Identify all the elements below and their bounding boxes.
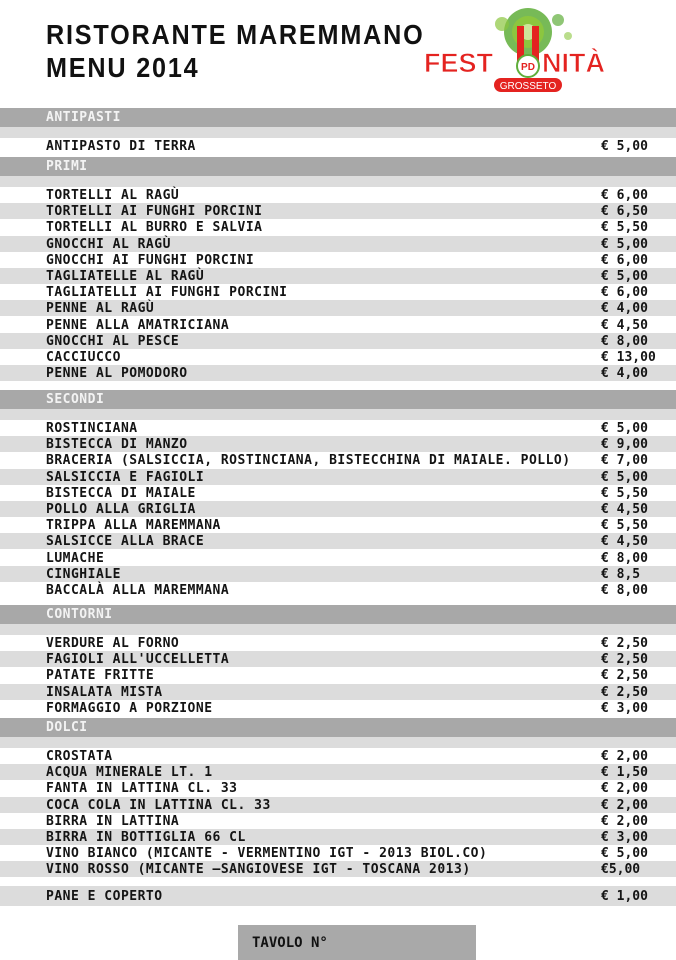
menu-item-price: € 4,50 xyxy=(601,501,648,517)
menu-item xyxy=(0,236,676,252)
section-title: ANTIPASTI xyxy=(46,110,121,125)
menu-item xyxy=(0,452,676,468)
menu-item-price: € 2,50 xyxy=(601,667,648,683)
section-spacer xyxy=(0,737,676,748)
menu-item-name: GNOCCHI AI FUNGHI PORCINI xyxy=(46,252,255,268)
menu-item xyxy=(0,764,676,780)
menu-item xyxy=(0,829,676,845)
menu-item-price: € 5,50 xyxy=(601,517,648,533)
menu-item xyxy=(0,748,676,764)
menu-item-price: € 3,00 xyxy=(601,700,648,716)
menu-item-price: € 2,00 xyxy=(601,780,648,796)
section-spacer xyxy=(0,127,676,138)
menu-item xyxy=(0,533,676,549)
menu-item-price: € 4,00 xyxy=(601,300,648,316)
menu-item xyxy=(0,501,676,517)
menu-item xyxy=(0,219,676,235)
menu-item-name: CINGHIALE xyxy=(46,566,121,582)
menu-item-price: € 5,00 xyxy=(601,138,648,154)
logo-text-left: FEST xyxy=(424,48,494,78)
menu-item-price: € 9,00 xyxy=(601,436,648,452)
section-title: CONTORNI xyxy=(46,607,113,622)
table-number-box xyxy=(238,925,476,960)
menu-item-name: VERDURE AL FORNO xyxy=(46,635,180,651)
menu-item-name: SALSICCE ALLA BRACE xyxy=(46,533,205,549)
menu-item xyxy=(0,667,676,683)
menu-item-name: GNOCCHI AL PESCE xyxy=(46,333,180,349)
menu-item-price: € 13,00 xyxy=(601,349,656,365)
menu-item xyxy=(0,797,676,813)
menu-item xyxy=(0,284,676,300)
menu-item xyxy=(0,845,676,861)
table-number-label: TAVOLO N° xyxy=(252,934,328,951)
menu-item xyxy=(0,333,676,349)
section-spacer xyxy=(0,409,676,420)
menu-item-name: FANTA IN LATTINA CL. 33 xyxy=(46,780,238,796)
page-title xyxy=(46,18,425,84)
section-title: SECONDI xyxy=(46,392,105,407)
menu-item-name: ANTIPASTO DI TERRA xyxy=(46,138,196,154)
festa-unita-logo xyxy=(418,6,636,100)
menu-item-price: € 2,50 xyxy=(601,684,648,700)
menu-item-name: TRIPPA ALLA MAREMMANA xyxy=(46,517,221,533)
section-spacer xyxy=(0,176,676,187)
cover-price: € 1,00 xyxy=(601,888,648,904)
menu-item-name: COCA COLA IN LATTINA CL. 33 xyxy=(46,797,271,813)
menu-item-price: € 2,00 xyxy=(601,813,648,829)
menu-item-name: BISTECCA DI MAIALE xyxy=(46,485,196,501)
section-title: DOLCI xyxy=(46,720,88,735)
menu-item xyxy=(0,252,676,268)
logo-text-right: NITÀ xyxy=(542,48,605,78)
menu-item-price: € 2,50 xyxy=(601,635,648,651)
section-header xyxy=(0,605,676,624)
menu-item-name: FAGIOLI ALL'UCCELLETTA xyxy=(46,651,230,667)
menu-item-price: € 5,00 xyxy=(601,469,648,485)
menu-item xyxy=(0,780,676,796)
menu-item-price: € 4,50 xyxy=(601,533,648,549)
menu-item-name: BIRRA IN BOTTIGLIA 66 CL xyxy=(46,829,246,845)
menu-item xyxy=(0,485,676,501)
menu-item xyxy=(0,684,676,700)
menu-item xyxy=(0,436,676,452)
menu-item-name: ACQUA MINERALE LT. 1 xyxy=(46,764,213,780)
menu-item-price: € 1,50 xyxy=(601,764,648,780)
menu-item xyxy=(0,365,676,381)
menu-item-price: € 3,00 xyxy=(601,829,648,845)
menu-item-name: LUMACHE xyxy=(46,550,105,566)
menu-item-price: € 8,00 xyxy=(601,550,648,566)
menu-item-name: BIRRA IN LATTINA xyxy=(46,813,180,829)
menu-item-name: INSALATA MISTA xyxy=(46,684,163,700)
title-line-2: MENU 2014 xyxy=(46,52,200,83)
title-line-1: RISTORANTE MAREMMANO xyxy=(46,19,425,50)
menu-item-price: € 8,00 xyxy=(601,582,648,598)
menu-item-price: €5,00 xyxy=(601,861,641,877)
section-header xyxy=(0,157,676,176)
menu-item xyxy=(0,582,676,598)
menu-item xyxy=(0,317,676,333)
cover-name: PANE E COPERTO xyxy=(46,888,163,904)
menu-item-price: € 6,50 xyxy=(601,203,648,219)
menu-item-price: € 5,00 xyxy=(601,268,648,284)
menu-item-name: PATATE FRITTE xyxy=(46,667,155,683)
menu-item xyxy=(0,566,676,582)
menu-item-price: € 5,00 xyxy=(601,845,648,861)
menu-item-price: € 5,50 xyxy=(601,219,648,235)
menu-item-price: € 5,00 xyxy=(601,236,648,252)
menu-item-name: TORTELLI AL BURRO E SALVIA xyxy=(46,219,263,235)
menu-item-name: TORTELLI AL RAGÙ xyxy=(46,187,180,203)
menu-item-price: € 5,00 xyxy=(601,420,648,436)
menu-item-name: CROSTATA xyxy=(46,748,113,764)
menu-item xyxy=(0,550,676,566)
menu-item-price: € 2,50 xyxy=(601,651,648,667)
menu-item-name: TORTELLI AI FUNGHI PORCINI xyxy=(46,203,263,219)
section-header xyxy=(0,390,676,409)
menu-item xyxy=(0,138,676,154)
menu-item xyxy=(0,349,676,365)
menu-item-name: FORMAGGIO A PORZIONE xyxy=(46,700,213,716)
menu-item xyxy=(0,203,676,219)
menu-item-name: BACCALÀ ALLA MAREMMANA xyxy=(46,582,230,598)
menu-item xyxy=(0,635,676,651)
menu-item xyxy=(0,300,676,316)
menu-item-price: € 2,00 xyxy=(601,797,648,813)
menu-item-name: PENNE AL RAGÙ xyxy=(46,300,155,316)
menu-item-name: PENNE ALLA AMATRICIANA xyxy=(46,317,230,333)
menu-item-price: € 8,5 xyxy=(601,566,641,582)
section-header xyxy=(0,718,676,737)
logo-badge: PD xyxy=(521,62,535,73)
menu-item-name: BISTECCA DI MANZO xyxy=(46,436,188,452)
menu-item xyxy=(0,651,676,667)
menu-item xyxy=(0,268,676,284)
section-title: PRIMI xyxy=(46,159,88,174)
menu-item xyxy=(0,517,676,533)
section-header xyxy=(0,108,676,127)
menu-item xyxy=(0,700,676,716)
menu-item-price: € 7,00 xyxy=(601,452,648,468)
menu-item-name: BRACERIA (SALSICCIA, ROSTINCIANA, BISTECCHINA DI MAIALE. POLLO) xyxy=(46,452,571,468)
menu-item-price: € 4,00 xyxy=(601,365,648,381)
menu-item-price: € 8,00 xyxy=(601,333,648,349)
menu-item-price: € 6,00 xyxy=(601,284,648,300)
menu-item xyxy=(0,469,676,485)
menu-item-name: PENNE AL POMODORO xyxy=(46,365,188,381)
menu-item-name: CACCIUCCO xyxy=(46,349,121,365)
menu-item-price: € 6,00 xyxy=(601,252,648,268)
menu-item xyxy=(0,420,676,436)
menu-item-name: ROSTINCIANA xyxy=(46,420,138,436)
logo-subtitle: GROSSETO xyxy=(499,81,557,92)
menu-item xyxy=(0,861,676,877)
menu-item-price: € 2,00 xyxy=(601,748,648,764)
menu-item-name: POLLO ALLA GRIGLIA xyxy=(46,501,196,517)
menu-item xyxy=(0,187,676,203)
menu-item xyxy=(0,813,676,829)
menu-item-price: € 4,50 xyxy=(601,317,648,333)
menu-item-name: TAGLIATELLE AL RAGÙ xyxy=(46,268,205,284)
menu-item-name: TAGLIATELLI AI FUNGHI PORCINI xyxy=(46,284,288,300)
section-spacer xyxy=(0,624,676,635)
menu-item-name: VINO BIANCO (MICANTE - VERMENTINO IGT - 2013 BIOL.CO) xyxy=(46,845,488,861)
menu-item-price: € 6,00 xyxy=(601,187,648,203)
menu-item-name: VINO ROSSO (MICANTE –SANGIOVESE IGT - TOSCANA 2013) xyxy=(46,861,471,877)
menu-item-name: SALSICCIA E FAGIOLI xyxy=(46,469,205,485)
menu-item-name: GNOCCHI AL RAGÙ xyxy=(46,236,171,252)
menu-item-price: € 5,50 xyxy=(601,485,648,501)
menu-item-cover xyxy=(0,888,676,904)
